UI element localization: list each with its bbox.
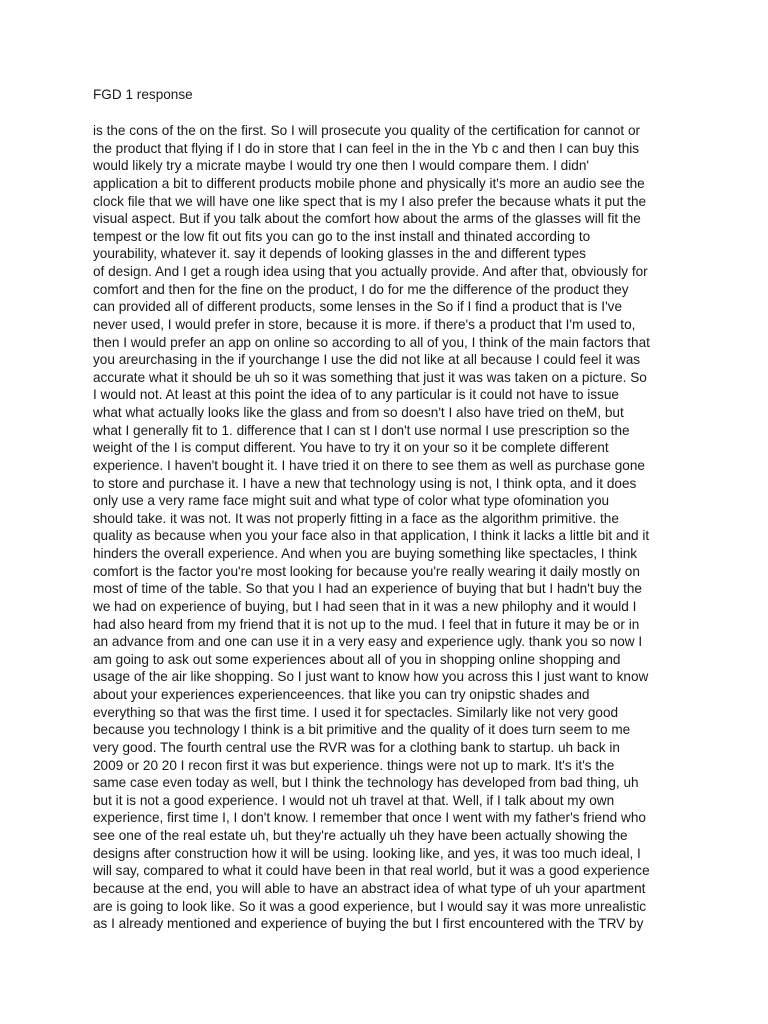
body-text-line: same case even today as well, but I think the technology has developed from bad thing, uh: [93, 775, 639, 791]
body-text-line: hinders the overall experience. And when you are buying something like spectacles, I think: [93, 546, 638, 561]
body-text-line: should take. it was not. It was not properly fitting in a face as the algorithm primitive. the: [93, 510, 619, 526]
body-text-line: had also heard from my friend that it is not up to the mud. I feel that in future it may be or in: [93, 616, 640, 632]
body-text-line: but it is not a good experience. I would not uh travel at that. Well, if I talk about my own: [93, 792, 615, 808]
body-text-line: what what actually looks like the glass and from so doesn't I also have tried on theM, but: [93, 405, 624, 420]
body-text-line: accurate what it should be uh so it was something that just it was was taken on a picture. So: [93, 369, 647, 385]
body-text-line: to store and purchase it. I have a new that technology using is not, I think opta, and it does: [93, 475, 637, 491]
body-text-line: 2009 or 20 20 I recon first it was but experience. things were not up to mark. It's it's the: [93, 757, 615, 773]
body-text-line: what I generally fit to 1. difference that I can st I don't use normal I use prescription so the: [93, 422, 630, 438]
body-text-line: about your experiences experienceences. that like you can try onipstic shades and: [93, 687, 590, 702]
body-text-line: would likely try a micrate maybe I would try one then I would compare them. I didn': [93, 158, 589, 174]
body-text-line: tempest or the low fit out fits you can go to the inst install and thinated according to: [93, 228, 591, 244]
body-text-line: because you technology I think is a bit primitive and the quality of it does turn seem to me: [93, 722, 631, 738]
body-text-line: can provided all of different products, some lenses in the So if I find a product that is I've: [93, 299, 623, 315]
body-text-line: usage of the air like shopping. So I just want to know how you across this I just want to know: [93, 669, 649, 685]
body-text-line: will say, compared to what it could have been in that real world, but it was a good experience: [93, 863, 650, 879]
body-text-line: as I already mentioned and experience of buying the but I first encountered with the TRV by: [93, 916, 644, 932]
body-text-line: you areurchasing in the if yourchange I use the did not like at all because I could feel it was: [93, 352, 641, 368]
body-text-line: everything so that was the first time. I used it for spectacles. Similarly like not very good: [93, 704, 619, 720]
body-text-line: am going to ask out some experiences about all of you in shopping online shopping and: [93, 651, 621, 667]
body-text-line: comfort is the factor you're most looking for because you're really wearing it daily mostly on: [93, 563, 640, 579]
body-text-line: very good. The fourth central use the RVR was for a clothing bank to startup. uh back in: [93, 739, 620, 755]
body-text-line: weight of the I is comput different. You have to try it on your so it be complete different: [93, 440, 609, 456]
body-text-line: because at the end, you will able to have an abstract idea of what type of uh your apartment: [93, 880, 646, 896]
body-text-line: quality as because when you your face also in that application, I think it lacks a little bit and it: [93, 528, 650, 544]
body-text-line: we had on experience of buying, but I had seen that in it was a new philophy and it would I: [93, 598, 637, 614]
document-title: FGD 1 response: [93, 87, 193, 102]
body-text-line: never used, I would prefer in store, because it is more. if there's a product that I'm used to,: [93, 316, 636, 332]
body-text-line: designs after construction how it will be using. looking like, and yes, it was too much ideal, I: [93, 845, 641, 861]
body-text-line: yourability, whatever it. say it depends of looking glasses in the and different types: [93, 246, 586, 262]
document-body: [93, 122, 683, 933]
body-text-line: most of time of the table. So that you I had an experience of buying that but I hadn't buy the: [93, 581, 642, 597]
body-text-line: experience, first time I, I don't know. I remember that once I went with my father's friend who: [93, 810, 646, 826]
body-text-line: the product that flying if I do in store that I can feel in the in the Yb c and then I can buy this: [93, 140, 640, 156]
body-text-line: I would not. At least at this point the idea of to any particular is it could not have to issue: [93, 387, 619, 403]
body-text-line: is the cons of the on the first. So I will prosecute you quality of the certification for cannot or: [93, 123, 641, 138]
body-text-line: clock file that we will have one like spect that is my I also prefer the because whats it put the: [93, 193, 647, 209]
body-text-line: of design. And I get a rough idea using that you actually provide. And after that, obviously for: [93, 264, 648, 279]
body-text-line: an advance from and one can use it in a very easy and experience ugly. thank you so now I: [93, 634, 643, 650]
body-text-line: application a bit to different products mobile phone and physically it's more an audio see the: [93, 175, 645, 191]
body-text-line: comfort and then for the fine on the product, I do for me the difference of the product they: [93, 281, 629, 297]
body-text-line: visual aspect. But if you talk about the comfort how about the arms of the glasses will fit the: [93, 211, 641, 227]
body-text-line: experience. I haven't bought it. I have tried it on there to see them as well as purchase gone: [93, 457, 645, 473]
body-text-line: see one of the real estate uh, but they're actually uh they have been actually showing the: [93, 828, 628, 843]
body-text-line: then I would prefer an app on online so according to all of you, I think of the main factors that: [93, 334, 650, 350]
body-text-line: are is going to look like. So it was a good experience, but I would say it was more unrealistic: [93, 898, 647, 914]
body-text-line: only use a very rame face might suit and what type of color what type ofomination you: [93, 493, 610, 509]
